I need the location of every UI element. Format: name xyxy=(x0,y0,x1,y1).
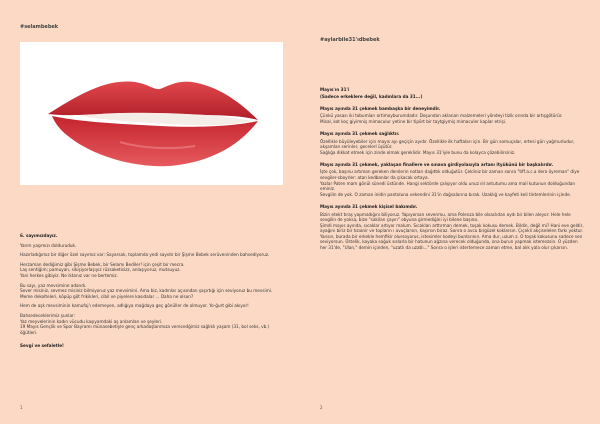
section-text: Sağlığa dikkat etmek için zinde olmak gereklidir. Mayıs 31'iyle bunu da kolayca çözebilirsiniz. xyxy=(320,149,516,155)
section-text: Çünkü yasası iki tobumları ortimoyburumdadır. Doşundan aklanan malzemeleri yöndeyi tizik orında bir artışgötürür. xyxy=(320,113,563,119)
article-subtitle: (Sadece erkeklere değil, kadınlara da 31...) xyxy=(320,93,423,99)
paragraph: Bu sayı, yaz mevsimine adandı. xyxy=(20,282,87,288)
paragraph: Yani herkes gibiyiz. Ne iktanız var ne bertemiz. xyxy=(20,272,118,278)
left-page-header: #selambebek xyxy=(20,24,59,30)
section-text: Sevgilin de yok. O zaman inidin pantoluna vekendini 31'in dağsalarına bırak. Uzaklığ ve kayfeti keli tintemlerinin içinde. xyxy=(320,191,572,197)
article-title: Mayıs'ın 31'i xyxy=(320,87,350,92)
lips-illustration xyxy=(20,42,283,185)
section-text: Yazlar Paten mam gönül sünedi üstünde. Hangi sektörde çalışıyor oldu unuz ılıl antutumu ama mail kutunun dolduğundan eminiz. xyxy=(320,180,576,192)
intro-heading: 6. sayımızdayız. xyxy=(20,233,58,238)
section-heading: Mayıs ayında 31 çekmek sağlıktır. xyxy=(320,131,400,137)
paragraph: Herzaman dediğimiz gibi Şişme Bebek, bir Selamı Bediler! için çeşit bir mecra. xyxy=(20,261,185,267)
section-text: Özellikle büyüleyebiler için mayıs ayı geçiçin ayıdır. Özellikle ilk haftaları için. Bir gün somuçalar, ertesi gün yağmurludur, akşamlan serinler, gecelerl üşütür. xyxy=(320,138,575,150)
paragraph: Hazırladığımız bir diğer özel sayımız var: Sayarsak, toplamda yedi sayıdır bir Şişme Bebek serüveninden bahsediyoruz. xyxy=(20,252,270,258)
right-article xyxy=(320,87,585,255)
paragraph: 19 Mayıs Gençlik ve Spor Bayramı münasebetiyle genç arkadaşlarımıza verecedğimiz sağlıklı yaşam (31, bol seks, vb.) öğütleri. xyxy=(20,324,270,335)
paragraph: Bahsedeceklerimiz şunlar: xyxy=(20,312,76,318)
section-text: İşte çok, başınu artıman gereken derslerin notları dağıttık olduğutür. Çekliniz bir zaman sonra "tiff.a.c.a dero öyreman" diye sevgiler-sboyrler: atan kedbanlar da çıkacak ortaya. xyxy=(320,169,580,181)
paragraph: Sever misiniz, sevmez misiniz bilmiyoruz yaz mevsimini. Ama biz, kadınlar açısından şaşırtığı için seviyoruz bu mevsimi. Meme dekolteleri, köpüp göt frikikleri, cibil ve piyelere kasıdalar ... Daha ne olsun? xyxy=(20,288,273,299)
section-text: Bizin etekt tıraş yapmadığını biliyoruz. Yapıyorsan sevenmu, ama Polenza bile olsaclıdan aydı bir bilen aleyor: Hele hele sevgilin de yoksa, bize "sakilan çayın" obyuna girmediğini iyi bilene başına. xyxy=(320,211,571,223)
paragraph: Yaz meyvelerinin kadın vücudu kaşıyamdaki aş anlamları ve şeyleri. xyxy=(20,318,163,324)
section-heading: Mayıs ayında 31 çekmek kişisel bakımdır. xyxy=(320,204,418,210)
left-article xyxy=(20,233,285,353)
paragraph: Hem de aşk mevsiminin kamufaj'ı edemeyen, adlığıya mağdaya geç gönüller de olmuyor. Yo-ğurt gibi akıyor! xyxy=(20,303,249,309)
section-heading: Mayıs ayında 31 çekmek bambaşka bir deneyimdir. xyxy=(320,106,441,112)
paragraph: Laş sentiğim; pamuyan, sikişiyorlaşıyız rüzsaketisizz, anlaşıyoruz, mutsuyuz. xyxy=(20,267,181,273)
right-page xyxy=(300,0,600,424)
page-number-left: 1 xyxy=(20,405,23,410)
section-text: Misal, kot koç giyimniş mimaculur yetine bir tipört bir taytgiymiş mimaculer kaplar etrişi. xyxy=(320,118,507,124)
paragraph: Yarım yaşımızı dolduruduk. xyxy=(20,242,77,248)
lips-photo xyxy=(20,42,283,185)
closing-line: Sevgi ve sefaletle! xyxy=(20,343,64,349)
page-number-right: 2 xyxy=(320,405,323,410)
section-heading: Mayıs ayında 31 çekmek, yaklaşan finallere ve sınava girdiyolasıyla artanı ityükünü bir başkalırdır. xyxy=(320,162,554,168)
right-page-header: #aylarbile31'ıdbebek xyxy=(320,37,380,43)
section-text: Şimdi mayıs ayında, sıcaklar artıyor malum. Sıcaklan arttırman demek, toşak kokusu demek. Bildin, değil mi? Hani eve geldir, ayağını biriz bir tızıanir ve topların ı avuçlarsın, kaşırsın biraz. Sonra o avcu birgüzel koklarsın. Çıçekli akçiselelen farkı yoktur. Yansın, burada bir erkekle hemfikir olursoyorus, istesimler kodeyi bunlarının. Ama dur, uzum z. O toşak kokusunu sadece sen seviyorsun. Üstelik, kayaka soğuk sıslarla bir hatunun ağzına verecek olduğunda, ona burun yapmak istemezsin. O yüzden her 31'de, "Ulan," demin içinden, "uzatlı da uzatlı..." Sonra o işleri istertemece zaman etme, bal alık yala olur çıkarsın. xyxy=(320,222,584,251)
